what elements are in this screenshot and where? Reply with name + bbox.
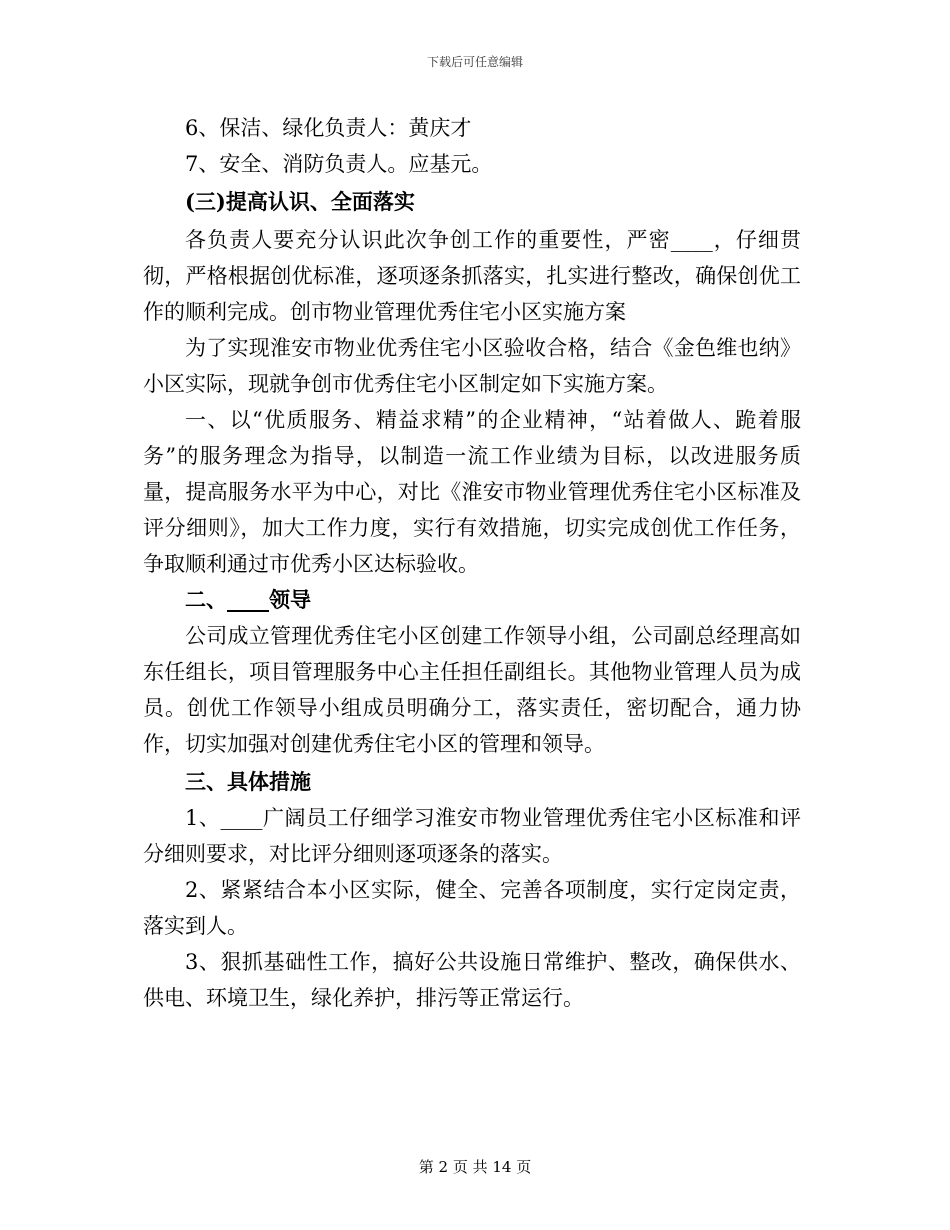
paragraph-measure-3: 3、狠抓基础性工作，搞好公共设施日常维护、整改，确保供水、供电、环境卫生，绿化养护，排污等正常运行。: [143, 950, 801, 1010]
section-heading-3: (三)提高认识、全面落实: [185, 189, 415, 214]
paragraph-section-1: 一、以“优质服务、精益求精”的企业精神，“站着做人、跪着服务”的服务理念为指导，以制造一流工作业绩为目标，以改进服务质量，提高服务水平为中心，对比《淮安市物业管理优秀住宅小区标准及评分细则》，加大工作力度，实行有效措施，切实完成创优工作任务，争取顺利通过市优秀小区达标验收。: [143, 408, 801, 576]
paragraph-responsibility: 各负责人要充分认识此次争创工作的重要性，严密____，仔细贯彻，严格根据创优标准，逐项逐条抓落实，扎实进行整改，确保创优工作的顺利完成。创市物业管理优秀住宅小区实施方案: [143, 228, 801, 324]
paragraph-intro: 为了实现淮安市物业优秀住宅小区验收合格，结合《金色维也纳》小区实际，现就争创市优秀住宅小区制定如下实施方案。: [143, 336, 801, 396]
paragraph-item-7: 7、安全、消防负责人。应基元。: [185, 152, 493, 176]
document-body: [143, 110, 801, 1016]
paragraph-item-6: 6、保洁、绿化负责人：黄庆才: [185, 116, 472, 140]
section-heading-measures: 三、具体措施: [185, 769, 311, 794]
paragraph-measure-2: 2、紧紧结合本小区实际，健全、完善各项制度，实行定岗定责，落实到人。: [143, 878, 801, 938]
paragraph-measure-1: 1、____广阔员工仔细学习淮安市物业管理优秀住宅小区标准和评分细则要求，对比评分细则逐项逐条的落实。: [143, 806, 801, 866]
page-header: 下载后可任意编辑: [426, 55, 523, 69]
paragraph-leadership: 公司成立管理优秀住宅小区创建工作领导小组，公司副总经理高如东任组长，项目管理服务中心主任担任副组长。其他物业管理人员为成员。创优工作领导小组成员明确分工，落实责任，密切配合，通力协作，切实加强对创建优秀住宅小区的管理和领导。: [143, 624, 801, 756]
section-heading-leadership: 二、____领导: [185, 587, 311, 612]
page-number-footer: 第 2 页 共 14 页: [418, 1158, 532, 1176]
